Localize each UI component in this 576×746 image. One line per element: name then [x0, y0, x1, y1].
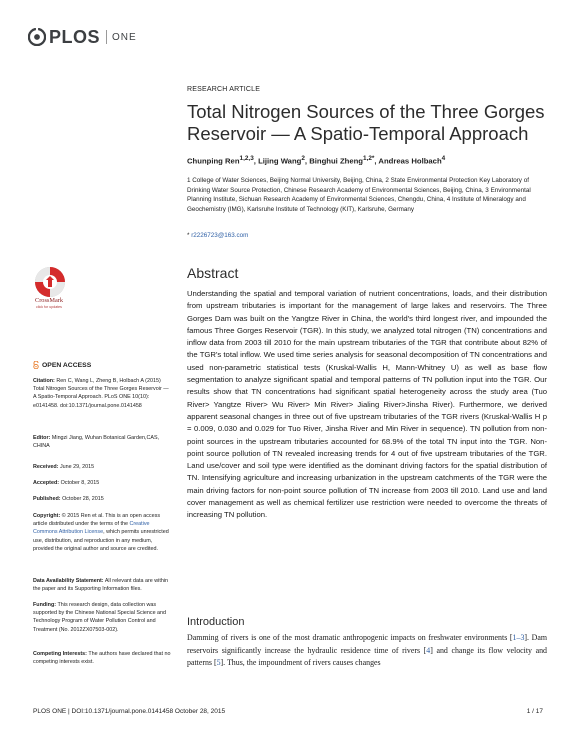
introduction-heading: Introduction: [187, 616, 245, 628]
plos-logo-icon: [28, 28, 46, 46]
citation-block: [33, 377, 173, 410]
email-link[interactable]: r2226723@163.com: [191, 232, 249, 239]
data-availability-block: [33, 577, 173, 593]
asterisk-marker: *: [187, 232, 192, 239]
author-list: Chunping Ren$^{1,2,3}$, Lijing Wang$^2$, Binghui Zheng$^{1,2*}$, Andreas Holbach$^4$: [187, 155, 446, 166]
logo-divider: [106, 30, 107, 44]
logo-journal: ONE: [112, 31, 137, 43]
author-name[interactable]: Binghui Zheng: [309, 156, 364, 166]
plos-one-logo[interactable]: [28, 26, 137, 48]
open-access-badge: [33, 361, 91, 369]
author-affil-sup: 1,2*: [363, 155, 375, 162]
copyright-text: © 2015 Ren et al. This is an open access article distributed under the terms of the: [33, 513, 161, 528]
footer-doi: PLOS ONE | DOI:10.1371/journal.pone.0141458 October 28, 2015: [33, 708, 226, 715]
citation-ref-link[interactable]: 1–3: [512, 633, 525, 642]
title-line-1: Total Nitrogen Sources of the Three Gorges: [187, 101, 545, 122]
data-availability-label: Data Availability Statement:: [33, 578, 104, 584]
author-affil-sup: 4: [441, 155, 446, 162]
published-block: [33, 495, 173, 503]
open-access-label: OPEN ACCESS: [42, 361, 92, 369]
crossmark-label[interactable]: CrossMark: [35, 297, 63, 304]
published-label: Published:: [33, 496, 61, 502]
competing-interests-text: The authors have declared that no competing interests exist.: [33, 651, 171, 666]
crossmark-icon[interactable]: [30, 265, 70, 299]
copyright-text-end: , which permits unrestricted use, distribution, and reproduction in any medium, provided the original author and source are credited.: [33, 529, 169, 552]
author-affil-sup: 2: [301, 155, 305, 162]
open-lock-icon: [33, 361, 39, 369]
author-affil-sup: 1,2,3: [239, 155, 254, 162]
received-block: [33, 463, 173, 471]
citation-ref-link[interactable]: 5: [216, 658, 221, 668]
funding-text: This research design, data collection was supported by the Chinese National Special Science and Technology Program of Water Pollution Control and Treatment (No. 2012ZX07503-002).: [33, 602, 167, 633]
received-date: June 29, 2015: [59, 464, 95, 470]
citation-ref-link[interactable]: 4: [426, 645, 431, 655]
title-line-2: Reservoir — A Spatio-Temporal Approach: [187, 123, 529, 144]
abstract-text: Understanding the spatial and temporal variation of nutrient concentrations, loads, and their distribution from upstream tributaries is important for the management of large lakes and reservoirs. The Three Gorges Dam was built on the Yangtze River in China, the world's third longest river, and impounded the famous Three Gorges Reservoir (TGR). In this study, we analyzed total nitrogen (TN) concentrations and inflow data from 2003 till 2010 for the main upstream tributaries of the TGR that contribute about 82% of the TGR's total inflow. We used time series analysis for seasonal decomposition of TN concentrations and used non-parametric statistical tests (Kruskal-Wallis H, Mann-Whitney U) as well as base flow segmentation to analyze significant spatial and temporal patterns of TN pollution input into the TGR. Our results show that TN concentrations had significant spatial heterogeneity across the study area (Tuo River> Yangtze River> Wu River> Min River> Jialing River>Jinsha River). Furthermore, we derived apparent seasonal changes in three out of five upstream tributaries of the TGR rivers (Kruskal-Wallis H p = 0.009, 0.030 and 0.029 for Tuo River, Jinsha River and Min River in sequence). TN pollution from non-point sources in the upstream tributaries accounted for 68.9% of the total TN input into the TGR. Non-point source pollution of TN revealed increasing trends for 4 out of five upstream tributaries of the TGR. Land use/cover and soil type were identified as the dominant driving factors for the spatial distribution of TN. Intensifying agriculture and increasing urbanization in the upstream catchments of the TGR were the main driving factors for non-point source pollution of TN increase from 2003 till 2010. Land use and land cover management as well as chemical fertilizer use restriction were needed to overcome the threats of increasing TN pollution.: [187, 289, 547, 520]
corresponding-email[interactable]: [187, 232, 547, 239]
article-title: [187, 101, 547, 145]
editor-block: [33, 434, 173, 450]
article-type: RESEARCH ARTICLE: [187, 86, 261, 93]
crossmark-sublabel[interactable]: click for updates: [36, 305, 62, 309]
editor-text: Mingzi Jiang, Wuhan Botanical Garden,CAS, CHINA: [33, 435, 160, 450]
received-label: Received:: [33, 464, 59, 470]
accepted-date: October 8, 2015: [60, 480, 100, 486]
abstract-heading: Abstract: [187, 265, 239, 281]
license-link[interactable]: Creative Commons Attribution License: [33, 521, 150, 536]
competing-interests-label: Competing Interests:: [33, 651, 87, 657]
published-date: October 28, 2015: [62, 496, 104, 502]
logo-brand: PLOS: [49, 26, 101, 47]
citation-label: Citation:: [33, 378, 55, 384]
page-footer: [33, 708, 543, 715]
author-name[interactable]: Chunping Ren: [187, 156, 240, 166]
funding-block: [33, 601, 173, 634]
competing-interests-block: [33, 650, 173, 666]
funding-label: Funding:: [33, 602, 57, 608]
editor-label: Editor:: [33, 435, 51, 441]
page-number: 1 / 17: [526, 708, 543, 715]
data-availability-text: All relevant data are within the paper and its Supporting Information files.: [33, 578, 169, 593]
author-name[interactable]: Lijing Wang: [258, 156, 302, 166]
affiliations: 1 College of Water Sciences, Beijing Normal University, Beijing, China, 2 State Environmental Protection Key Laboratory of Drinking Water Source Protection, Chinese Research Academy of Environmental Sciences, Beijing, China, 3 Environmental Planning Institute, Sichuan Research Academy of Environmental Sciences, Chengdu, China, 4 Institute of Mineralogy and Geochemistry (IMG), Karlsruhe Institute of Technology (KIT), Karlsruhe, Germany: [187, 177, 531, 213]
accepted-block: [33, 479, 173, 487]
accepted-label: Accepted:: [33, 480, 60, 486]
copyright-block: [33, 512, 173, 553]
introduction-text: Damming of rivers is one of the most dramatic anthropogenic impacts on freshwater environments [1–3]. Dam reservoirs significantly increase the hydraulic residence time of rivers [4] and change its flow velocity and patterns [5]. Thus, the impoundment of rivers causes changes: [187, 633, 547, 668]
copyright-label: Copyright:: [33, 513, 61, 519]
author-name[interactable]: Andreas Holbach: [378, 156, 442, 166]
citation-text: Ren C, Wang L, Zheng B, Holbach A (2015) Total Nitrogen Sources of the Three Gorges Reservoir — A Spatio-Temporal Approach. PLoS ONE 10(10): e0141458. doi:10.1371/journal.pone.0141458: [33, 378, 169, 409]
